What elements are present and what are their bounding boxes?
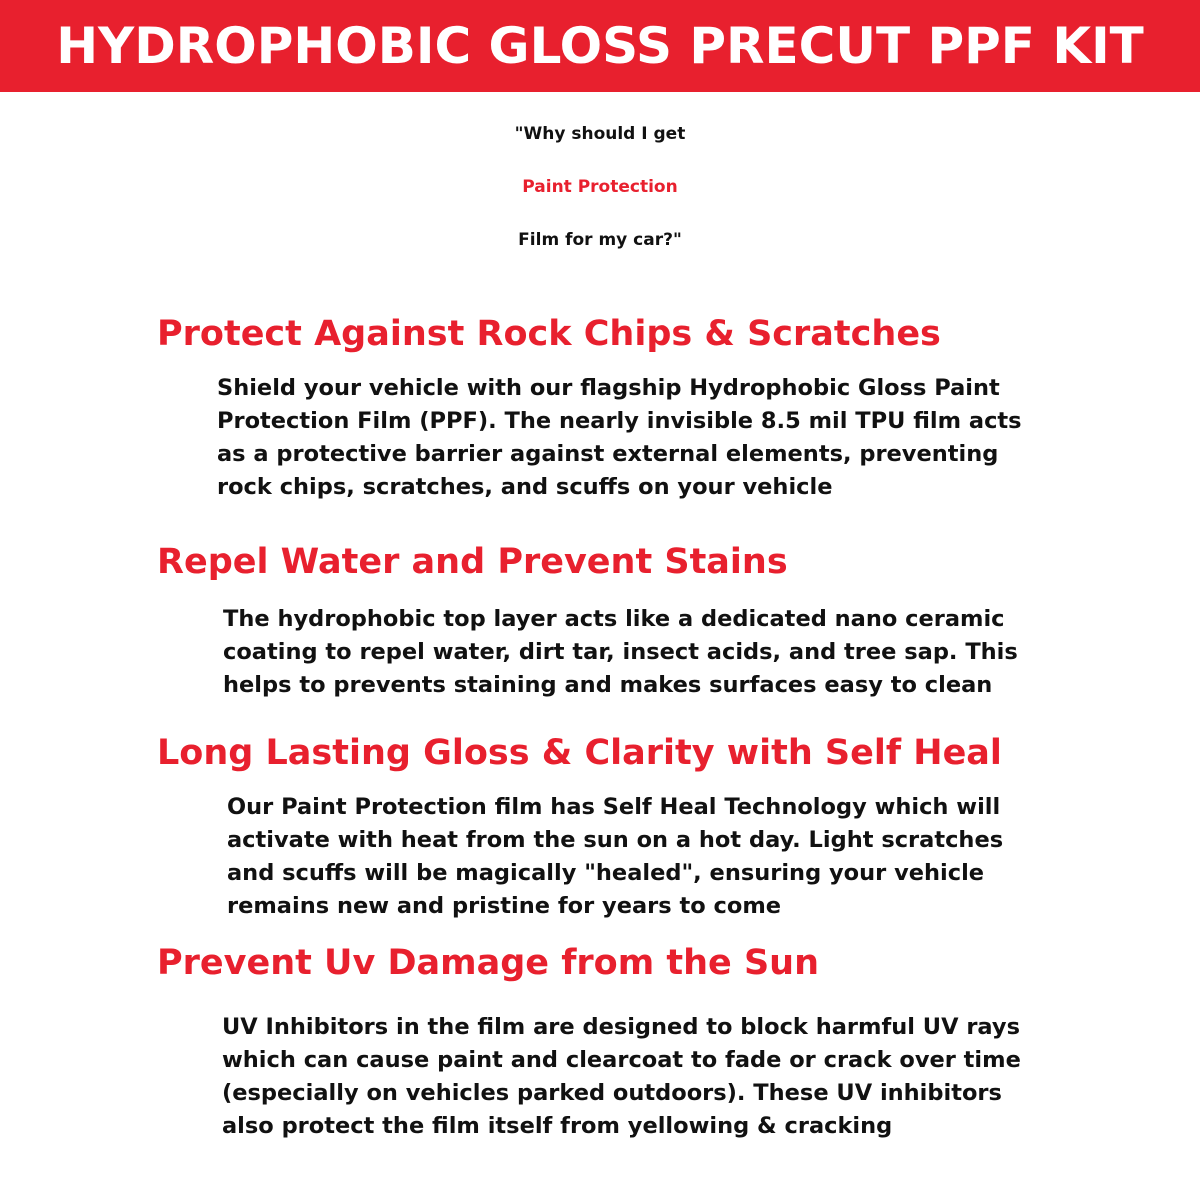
question-heading <box>0 108 1200 267</box>
question-line-1: "Why should I get <box>514 124 686 144</box>
body-line: which can cause paint and clearcoat to fade or crack over time <box>222 1047 1021 1073</box>
body-line: remains new and pristine for years to come <box>227 893 782 919</box>
question-line-3: Film for my car?" <box>518 230 682 250</box>
section-heading-uv-damage: Prevent Uv Damage from the Sun <box>157 943 819 983</box>
body-line: Shield your vehicle with our flagship Hydrophobic Gloss Paint <box>217 375 1000 401</box>
question-line-2: Paint Protection <box>522 177 678 197</box>
section-body-uv-damage <box>222 1011 1021 1143</box>
body-line: Our Paint Protection film has Self Heal Technology which will <box>227 794 1001 820</box>
body-line: UV Inhibitors in the film are designed to block harmful UV rays <box>222 1014 1020 1040</box>
body-line: Protection Film (PPF). The nearly invisible 8.5 mil TPU film acts <box>217 408 1022 434</box>
section-body-repel-water <box>223 603 1018 702</box>
body-line: The hydrophobic top layer acts like a dedicated nano ceramic <box>223 606 1005 632</box>
body-line: activate with heat from the sun on a hot day. Light scratches <box>227 827 1004 853</box>
section-body-rock-chips <box>217 372 1022 504</box>
section-heading-gloss-self-heal: Long Lasting Gloss & Clarity with Self Heal <box>157 733 1002 773</box>
body-line: helps to prevents staining and makes surfaces easy to clean <box>223 672 993 698</box>
body-line: (especially on vehicles parked outdoors). These UV inhibitors <box>222 1080 1002 1106</box>
section-body-gloss-self-heal <box>227 791 1017 923</box>
body-line: rock chips, scratches, and scuffs on your vehicle <box>217 474 833 500</box>
section-heading-repel-water: Repel Water and Prevent Stains <box>157 542 788 582</box>
body-line: coating to repel water, dirt tar, insect acids, and tree sap. This <box>223 639 1018 665</box>
banner-title: HYDROPHOBIC GLOSS PRECUT PPF KIT <box>56 17 1144 75</box>
body-line: and scuffs will be magically "healed", ensuring your vehicle <box>227 860 985 886</box>
section-heading-rock-chips: Protect Against Rock Chips & Scratches <box>157 314 941 354</box>
body-line: as a protective barrier against external elements, preventing <box>217 441 999 467</box>
body-line: also protect the film itself from yellowing & cracking <box>222 1113 893 1139</box>
title-banner <box>0 0 1200 92</box>
